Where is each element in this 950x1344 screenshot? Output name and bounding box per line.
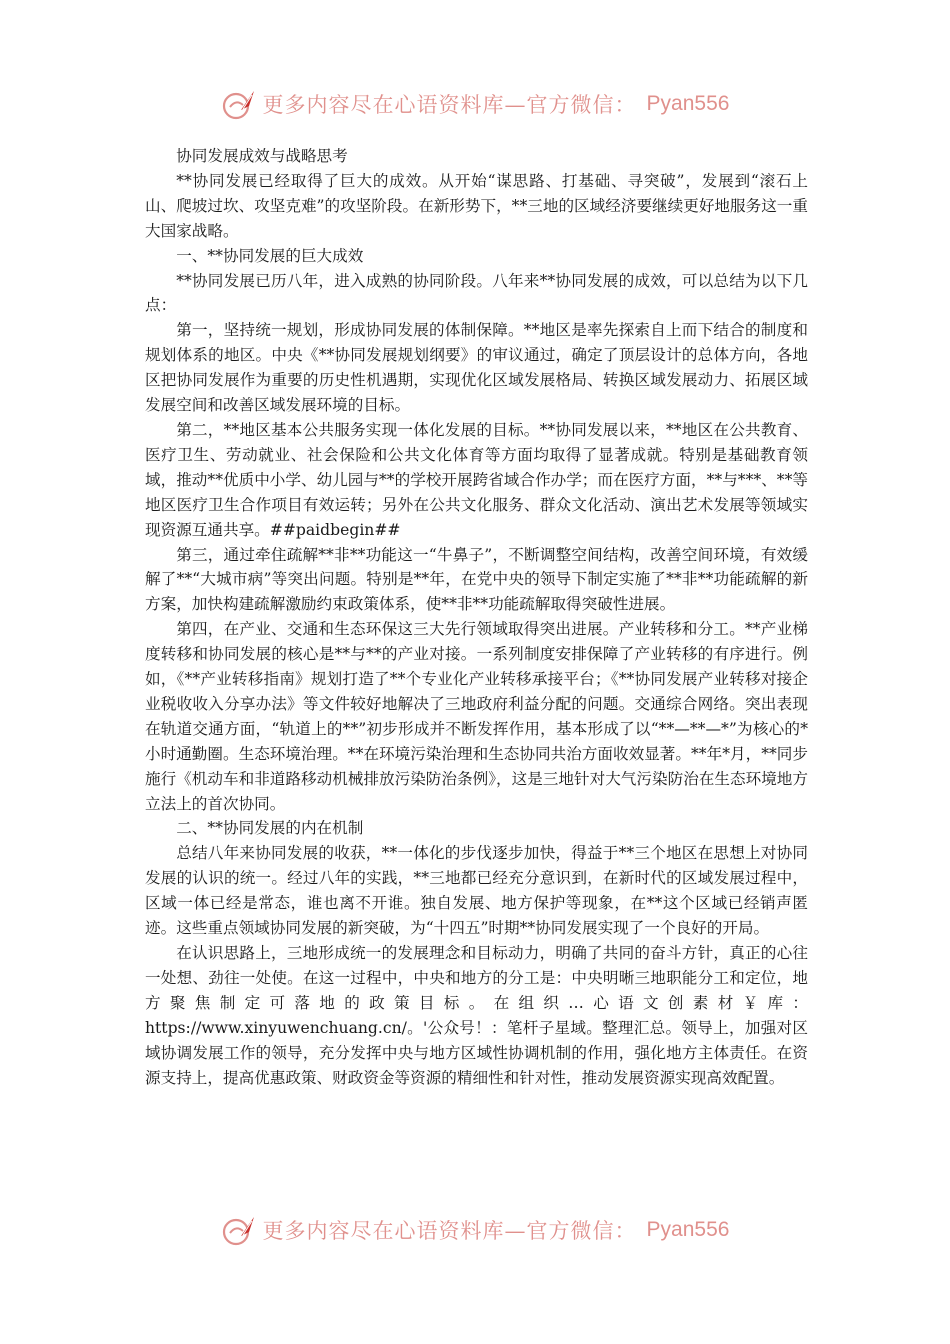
banner-wechat-id: Pyan556 — [646, 92, 730, 115]
footer-watermark-banner — [0, 1210, 950, 1250]
section-heading: 二、**协同发展的内在机制 — [176, 819, 364, 838]
banner-wechat-id: Pyan556 — [646, 1218, 730, 1241]
paragraph: **协同发展已历八年，进入成熟的协同阶段。八年来**协同发展的成效，可以总结为以下几点： — [145, 271, 808, 315]
section-heading: 一、**协同发展的巨大成效 — [176, 246, 364, 265]
paragraph: 第四，在产业、交通和生态环保这三大先行领域取得突出进展。产业转移和分工。**产业梯度转移和协同发展的核心是**与**的产业对接。一系列制度安排保障了产业转移的有序进行。例如，《**产业转移指南》规划打造了**个专业化产业转移承接平台；《**协同发展产业转移对接企业税收收入分享办法》等文件较好地解决了三地政府利益分配的问题。交通综合网络。突出表现在轨道交通方面，“轨道上的**”初步形成并不断发挥作用，基本形成了以“**—**—*”为核心的*小时通勤圈。生态环境治理。**在环境污染治理和生态协同共治方面收效显著。**年*月，**同步施行《机动车和非道路移动机械排放污染防治条例》，这是三地针对大气污染防治在生态环境地方立法上的首次协同。 — [145, 620, 808, 813]
paragraph: **协同发展已经取得了巨大的成效。从开始“谋思路、打基础、寻突破”，发展到“滚石上山、爬坡过坎、攻坚克难”的攻坚阶段。在新形势下，**三地的区域经济要继续更好地服务这一重大国家战略。 — [145, 171, 808, 240]
document-body — [145, 144, 808, 1090]
doc-title: 协同发展成效与战略思考 — [176, 147, 348, 165]
paragraph: 第二，**地区基本公共服务实现一体化发展的目标。**协同发展以来，**地区在公共教育、医疗卫生、劳动就业、社会保险和公共文化体育等方面均取得了显著成就。特别是基础教育领域，推动**优质中小学、幼儿园与**的学校开展跨省域合作办学；而在医疗方面，**与***、**等地区医疗卫生合作项目有效运转；另外在公共文化服务、群众文化活动、演出艺术发展等领域实现资源互通共享。##paidbegin## — [145, 420, 808, 539]
quill-logo-icon — [221, 1212, 257, 1248]
paragraph: 第一，坚持统一规划，形成协同发展的体制保障。**地区是率先探索自上而下结合的制度和规划体系的地区。中央《**协同发展规划纲要》的审议通过，确定了顶层设计的总体方向，各地区把协同发展作为重要的历史性机遇期，实现优化区域发展格局、转换区域发展动力、拓展区域发展空间和改善区域发展环境的目标。 — [145, 321, 808, 415]
paragraph: 第三，通过牵住疏解**非**功能这一“牛鼻子”，不断调整空间结构，改善空间环境，有效缓解了**“大城市病”等突出问题。特别是**年，在党中央的领导下制定实施了**非**功能疏解的新方案，加快构建疏解激励约束政策体系，使**非**功能疏解取得突破性进展。 — [145, 545, 808, 614]
paragraph: 在认识思路上，三地形成统一的发展理念和目标动力，明确了共同的奋斗方针，真正的心往一处想、劲往一处使。在这一过程中，中央和地方的分工是：中央明晰三地职能分工和定位，地方聚焦制定可落地的政策目标。在组织…心语文创素材￥库：https://www.xinyuwenchuang.cn/。'公众号！：笔杆子星域。整理汇总。领导上，加强对区域协调发展工作的领导，充分发挥中央与地方区域性协调机制的作用，强化地方主体责任。在资源支持上，提高优惠政策、财政资金等资源的精细性和针对性，推动发展资源实现高效配置。 — [145, 944, 808, 1087]
quill-logo-icon — [221, 86, 257, 122]
paragraph: 总结八年来协同发展的收获，**一体化的步伐逐步加快，得益于**三个地区在思想上对协同发展的认识的统一。经过八年的实践，**三地都已经充分意识到，在新时代的区域发展过程中，区域一体已经是常态，谁也离不开谁。独自发展、地方保护等现象，在**这个区域已经销声匿迹。这些重点领域协同发展的新突破，为“十四五”时期**协同发展实现了一个良好的开局。 — [145, 844, 808, 938]
banner-text: 更多内容尽在心语资料库—官方微信： — [262, 1219, 637, 1243]
header-watermark-banner — [0, 84, 950, 124]
banner-text: 更多内容尽在心语资料库—官方微信： — [262, 93, 637, 117]
